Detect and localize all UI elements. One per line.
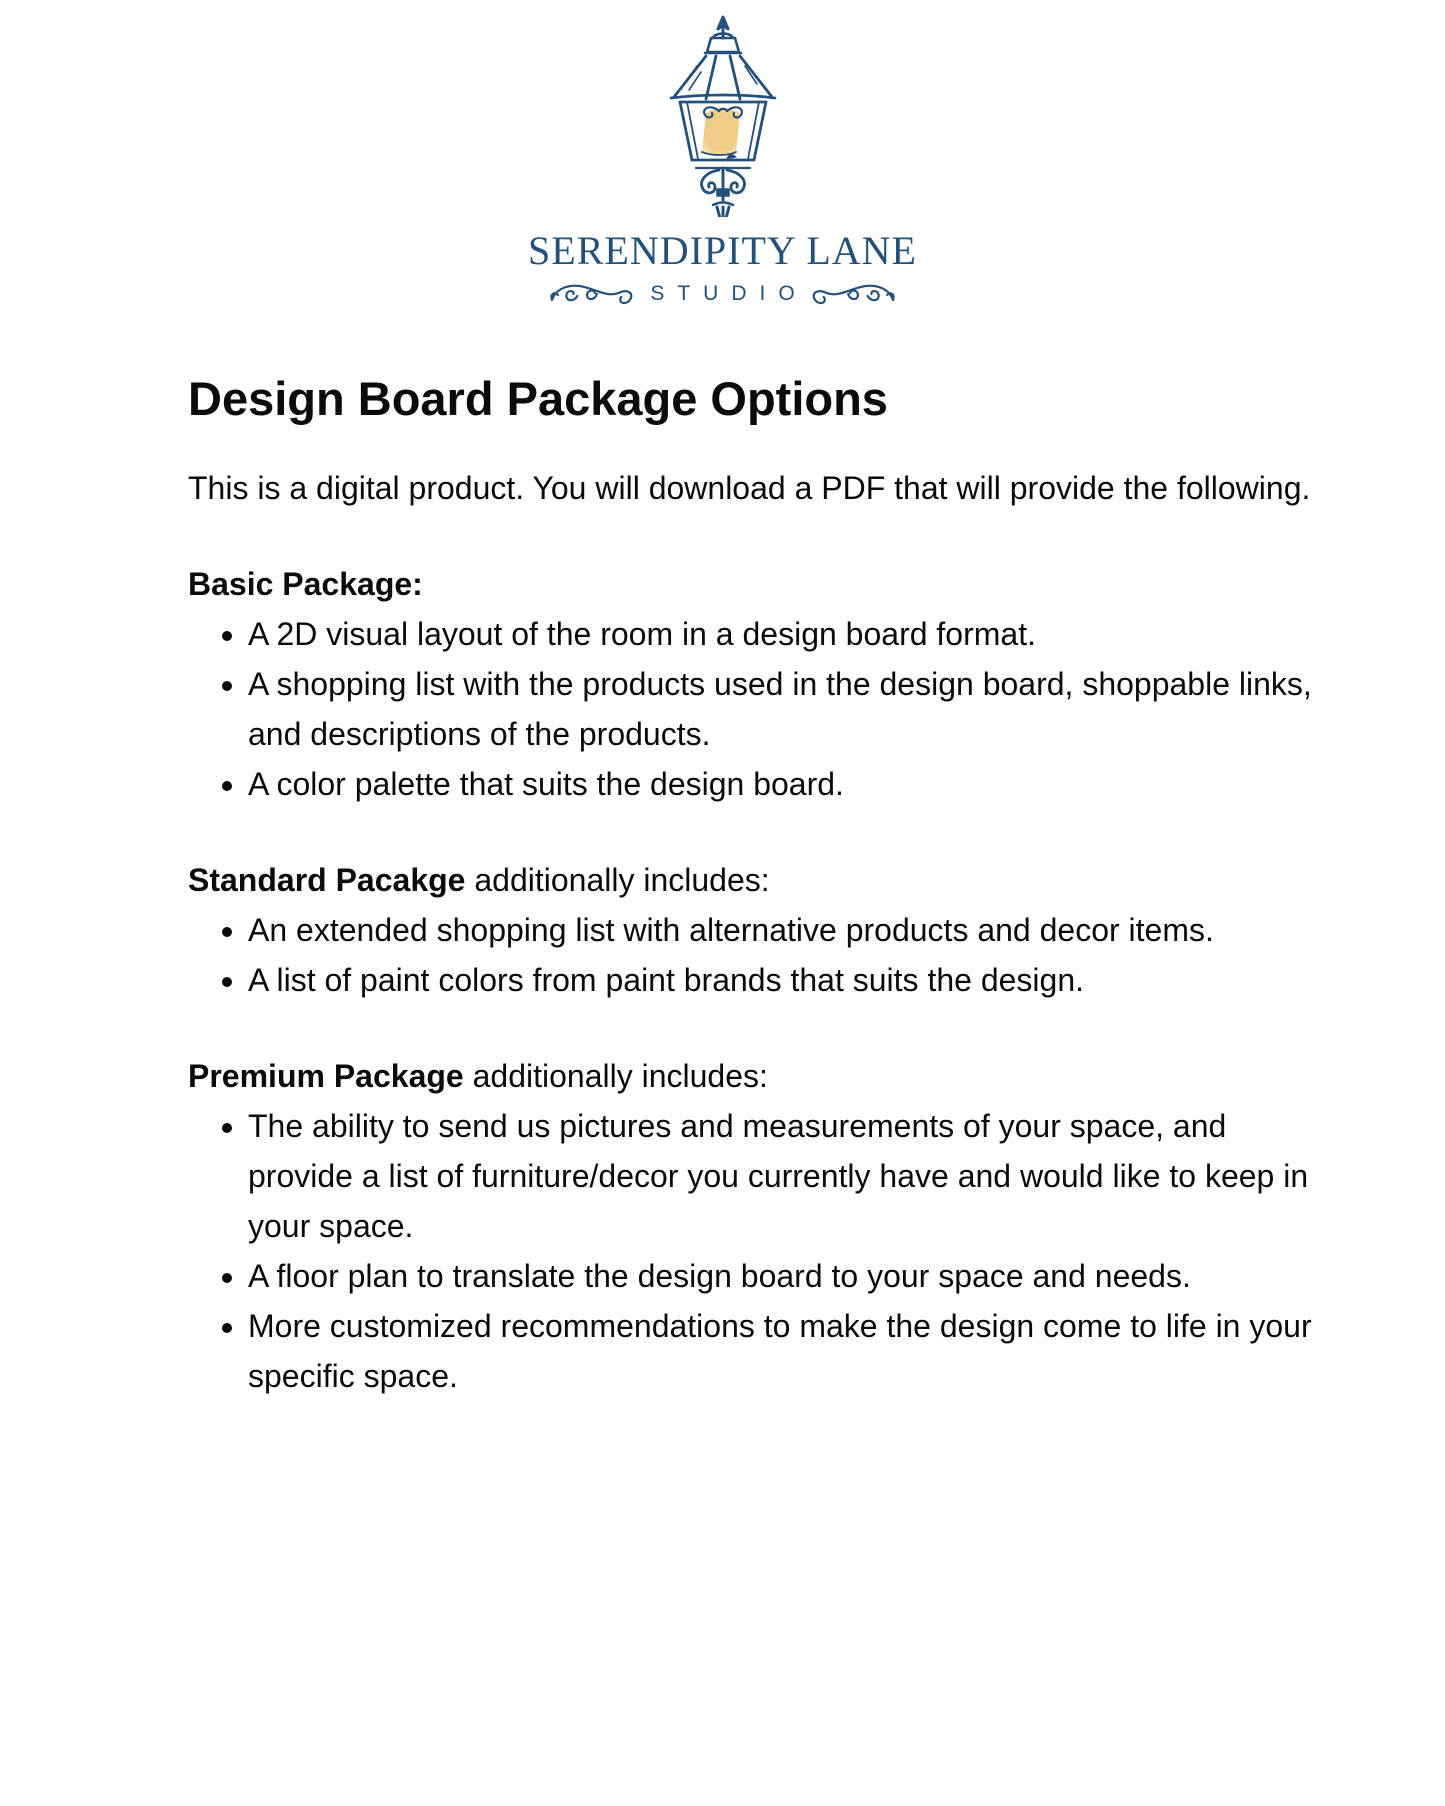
section-heading-premium-bold: Premium Package	[188, 1058, 464, 1094]
package-feature-list-premium	[188, 1101, 1328, 1401]
feature-item: • An extended shopping list with alternative products and decor items.	[248, 905, 1328, 955]
brand-name: SERENDIPITY LANE	[528, 228, 917, 273]
feature-item: • A color palette that suits the design board.	[248, 759, 1328, 809]
section-heading-basic	[188, 559, 1328, 609]
section-heading-premium-rest: additionally includes:	[463, 1058, 768, 1094]
feature-item: • More customized recommendations to make the design come to life in your specific space.	[248, 1301, 1328, 1401]
feature-item: • A 2D visual layout of the room in a design board format.	[248, 609, 1328, 659]
feature-item: • A shopping list with the products used in the design board, shoppable links, and descriptions of the products.	[248, 659, 1328, 759]
document-content	[188, 371, 1328, 1401]
feature-item: • The ability to send us pictures and measurements of your space, and provide a list of furniture/decor you currently have and would like to keep in your space.	[248, 1101, 1328, 1251]
package-feature-list-standard	[188, 905, 1328, 1005]
flourish-right-icon	[809, 279, 895, 309]
package-feature-list-basic	[188, 609, 1328, 809]
brand-subtitle: STUDIO	[650, 282, 808, 305]
section-heading-premium	[188, 1051, 1328, 1101]
brand-logo	[0, 0, 1445, 309]
page-title: Design Board Package Options	[188, 372, 888, 425]
intro-paragraph: This is a digital product. You will download a PDF that will provide the following.	[188, 470, 1311, 506]
brand-subtitle-row	[0, 279, 1445, 309]
lantern-icon	[653, 12, 793, 217]
section-heading-standard	[188, 855, 1328, 905]
section-heading-basic-bold: Basic Package:	[188, 566, 423, 602]
feature-item: • A floor plan to translate the design board to your space and needs.	[248, 1251, 1328, 1301]
section-heading-standard-rest: additionally includes:	[465, 862, 770, 898]
section-heading-standard-bold: Standard Pacakge	[188, 862, 466, 898]
feature-item: • A list of paint colors from paint brands that suits the design.	[248, 955, 1328, 1005]
flourish-left-icon	[550, 279, 636, 309]
